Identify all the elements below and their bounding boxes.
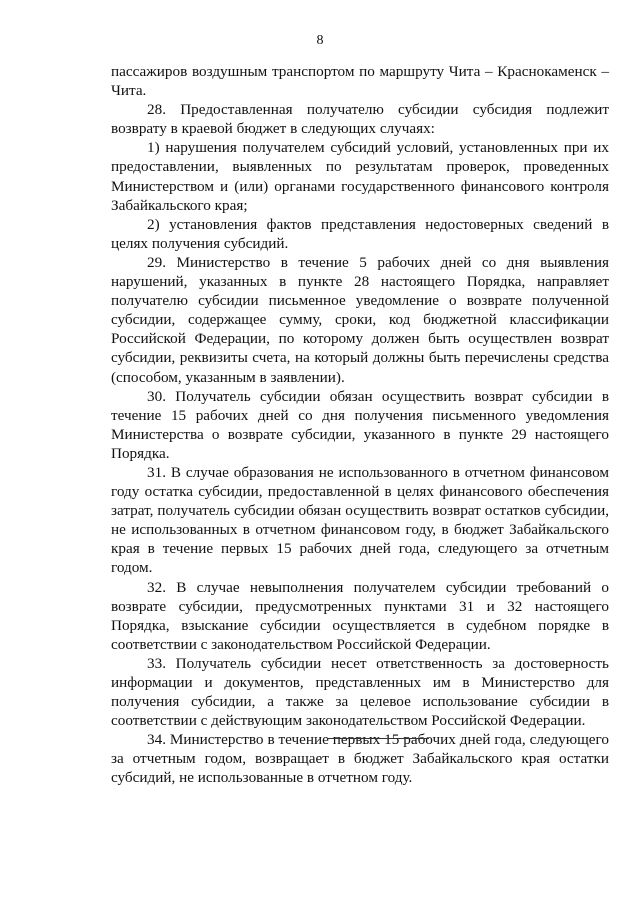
paragraph-33: 33. Получатель субсидии несет ответственность за достоверность информации и документов, представленных им в Министерство для получения субсидии, а также за целевое использование субсидии в соответствии с действующим законодательством Российской Федерации.	[111, 654, 609, 730]
paragraph-continuation: пассажиров воздушным транспортом по маршруту Чита – Краснокаменск – Чита.	[111, 63, 609, 100]
paragraph-32: 32. В случае невыполнения получателем субсидии требований о возврате субсидии, предусмотренных пунктами 31 и 32 настоящего Порядка, взыскание субсидии осуществляется в судебном порядке в соответствии с законодательством Российской Федерации.	[111, 578, 609, 653]
paragraph-31: 31. В случае образования не использованного в отчетном финансовом году остатка субсидии, предоставленной в целях финансового обеспечения затрат, получатель субсидии обязан осуществить возврат остатков субсидии, не использованных в отчетном финансовом году, в бюджет Забайкальского края в течение первых 15 рабочих дней года, следующего за отчетным годом.	[111, 463, 609, 577]
page-number: 8	[316, 33, 324, 48]
paragraph-29: 29. Министерство в течение 5 рабочих дней со дня выявления нарушений, указанных в пункте 28 настоящего Порядка, направляет получателю субсидии письменное уведомление о возврате полученной субсидии, содержащее сумму, сроки, код бюджетной классификации Российской Федерации, по которому должен быть осуществлен возврат субсидии, реквизиты счета, на который должны быть перечислены средства (способом, указанным в заявлении).	[111, 253, 609, 386]
paragraph-28-item-1: 1) нарушения получателем субсидий условий, установленных при их предоставлении, выявленных по результатам проверок, проведенных Министерством и (или) органами государственного финансового контроля Забайкальского края;	[111, 139, 609, 214]
document-body	[111, 62, 609, 788]
paragraph-28: 28. Предоставленная получателю субсидии субсидия подлежит возврату в краевой бюджет в следующих случаях:	[111, 101, 609, 138]
paragraph-30: 30. Получатель субсидии обязан осуществить возврат субсидии в течение 15 рабочих дней со дня получения письменного уведомления Министерства о возврате субсидии, указанного в пункте 29 настоящего Порядка.	[111, 387, 609, 462]
paragraph-34: 34. Министерство в течение первых 15 рабочих дней года, следующего за отчетным годом, возвращает в бюджет Забайкальского края остатки субсидий, не использованные в отчетном году.	[111, 731, 609, 787]
end-divider-line	[327, 738, 429, 739]
paragraph-28-item-2: 2) установления фактов представления недостоверных сведений в целях получения субсидий.	[111, 215, 609, 252]
